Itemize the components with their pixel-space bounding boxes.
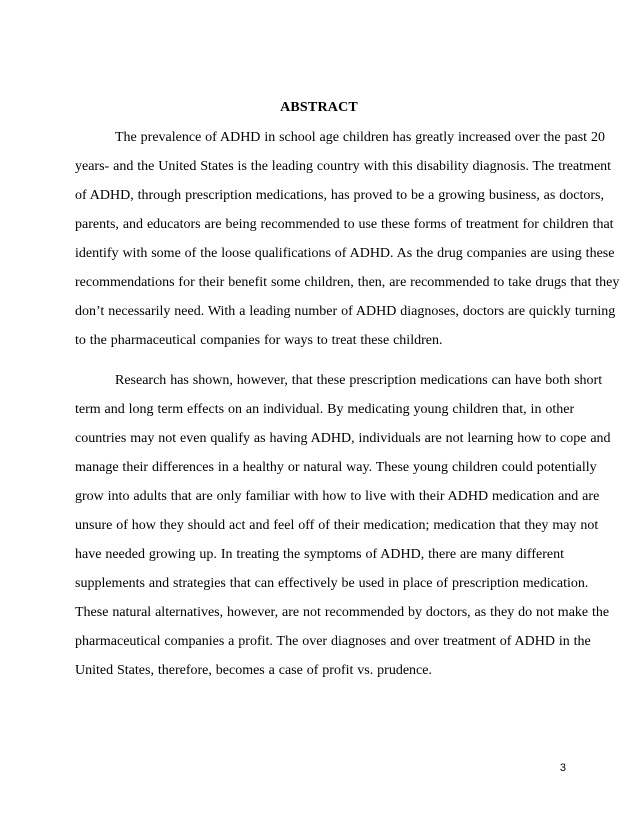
paragraph-line: countries may not even qualify as having ADHD, individuals are not learning how to cope and xyxy=(75,431,611,446)
paragraph-line: don’t necessarily need. With a leading number of ADHD diagnoses, doctors are quickly turning xyxy=(75,304,616,319)
paragraph-line: recommendations for their benefit some children, then, are recommended to take drugs that they xyxy=(75,275,620,290)
paragraph-line: years- and the United States is the leading country with this disability diagnosis. The treatment xyxy=(75,159,612,174)
abstract-paragraph-1 xyxy=(75,123,620,355)
paragraph-line: United States, therefore, becomes a case of profit vs. prudence. xyxy=(75,663,432,678)
paragraph-line: Research has shown, however, that these prescription medications can have both short xyxy=(115,373,603,388)
paragraph-line: to the pharmaceutical companies for ways to treat these children. xyxy=(75,333,443,348)
paragraph-line: The prevalence of ADHD in school age children has greatly increased over the past 20 xyxy=(115,130,605,145)
paragraph-line: grow into adults that are only familiar with how to live with their ADHD medication and are xyxy=(75,489,600,504)
page-number: 3 xyxy=(559,762,566,774)
paragraph-line: parents, and educators are being recommended to use these forms of treatment for children that xyxy=(75,217,614,232)
paragraph-line: These natural alternatives, however, are not recommended by doctors, as they do not make the xyxy=(75,605,610,620)
paragraph-line: have needed growing up. In treating the symptoms of ADHD, there are many different xyxy=(75,547,564,562)
paragraph-line: of ADHD, through prescription medications, has proved to be a growing business, as doctors, xyxy=(75,188,604,203)
paragraph-line: pharmaceutical companies a profit. The over diagnoses and over treatment of ADHD in the xyxy=(75,634,591,649)
paragraph-line: identify with some of the loose qualifications of ADHD. As the drug companies are using these xyxy=(75,246,615,261)
abstract-paragraph-2 xyxy=(75,366,611,685)
paragraph-line: supplements and strategies that can effectively be used in place of prescription medication. xyxy=(75,576,589,591)
paragraph-line: manage their differences in a healthy or natural way. These young children could potentially xyxy=(75,460,597,475)
paragraph-line: term and long term effects on an individual. By medicating young children that, in other xyxy=(75,402,575,417)
abstract-heading: ABSTRACT xyxy=(280,100,358,115)
paragraph-line: unsure of how they should act and feel off of their medication; medication that they may not xyxy=(75,518,599,533)
